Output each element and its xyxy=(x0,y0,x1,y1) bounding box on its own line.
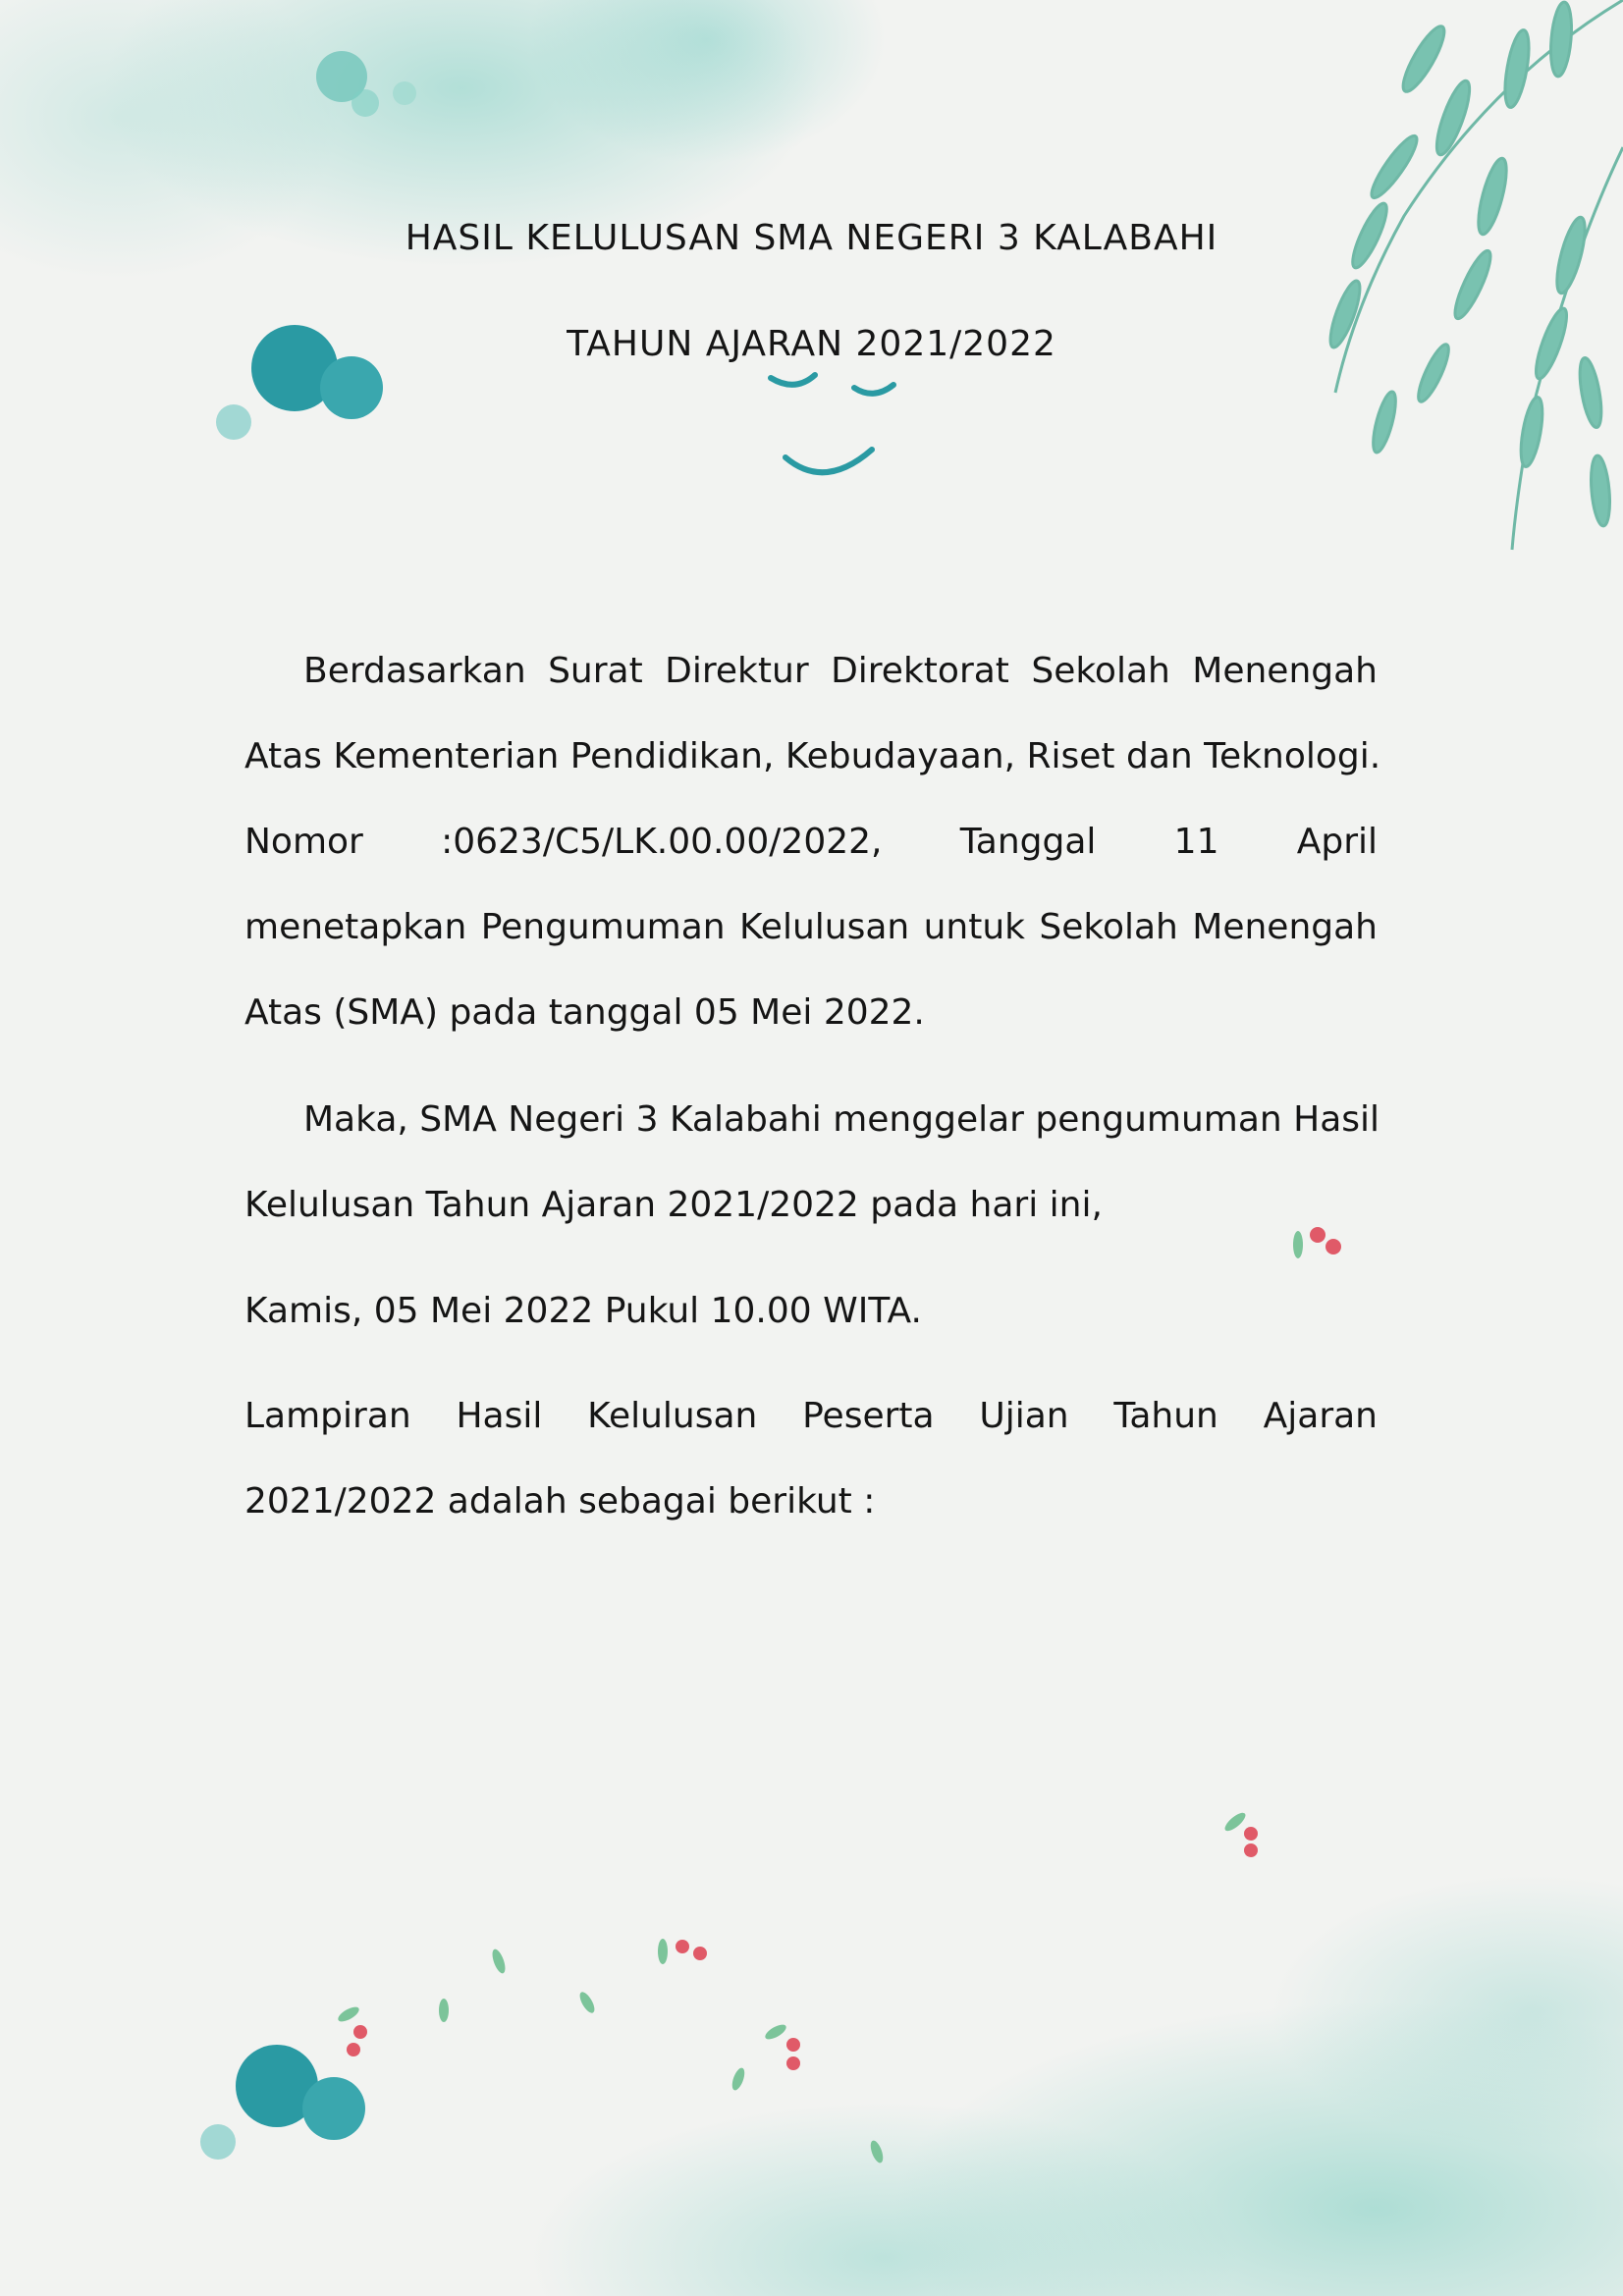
text-line: 2021/2022 adalah sebagai berikut : xyxy=(244,1481,876,1522)
paragraph-date-time xyxy=(244,1284,1378,1369)
teal-dots-bottom xyxy=(200,2045,365,2160)
bird-icon xyxy=(771,375,893,472)
text-line: Atas Kementerian Pendidikan, Kebudayaan, Riset dan Teknologi. xyxy=(244,736,1381,776)
paragraph-announcement xyxy=(244,1093,1378,1263)
text-line: menetapkan Pengumuman Kelulusan untuk Sekolah Menengah xyxy=(244,907,1378,947)
paragraph-attachment xyxy=(244,1389,1378,1560)
text-line: Maka, SMA Negeri 3 Kalabahi menggelar pengumuman Hasil xyxy=(303,1099,1380,1140)
text-line: Kelulusan Tahun Ajaran 2021/2022 pada hari ini, xyxy=(244,1185,1103,1225)
paragraph-decree xyxy=(244,644,1381,1071)
text-line: Atas (SMA) pada tanggal 05 Mei 2022. xyxy=(244,992,925,1033)
text-line: Lampiran Hasil Kelulusan Peserta Ujian Tahun Ajaran xyxy=(244,1396,1378,1436)
academic-year-subtitle: TAHUN AJARAN 2021/2022 xyxy=(567,324,1056,364)
text-line: Berdasarkan Surat Direktur Direktorat Sekolah Menengah xyxy=(303,651,1378,691)
text-line: Kamis, 05 Mei 2022 Pukul 10.00 WITA. xyxy=(244,1291,922,1331)
document-title: HASIL KELULUSAN SMA NEGERI 3 KALABAHI xyxy=(405,218,1218,258)
text-line: Nomor :0623/C5/LK.00.00/2022, Tanggal 11 April xyxy=(244,822,1378,862)
willow-branch xyxy=(1325,0,1623,550)
